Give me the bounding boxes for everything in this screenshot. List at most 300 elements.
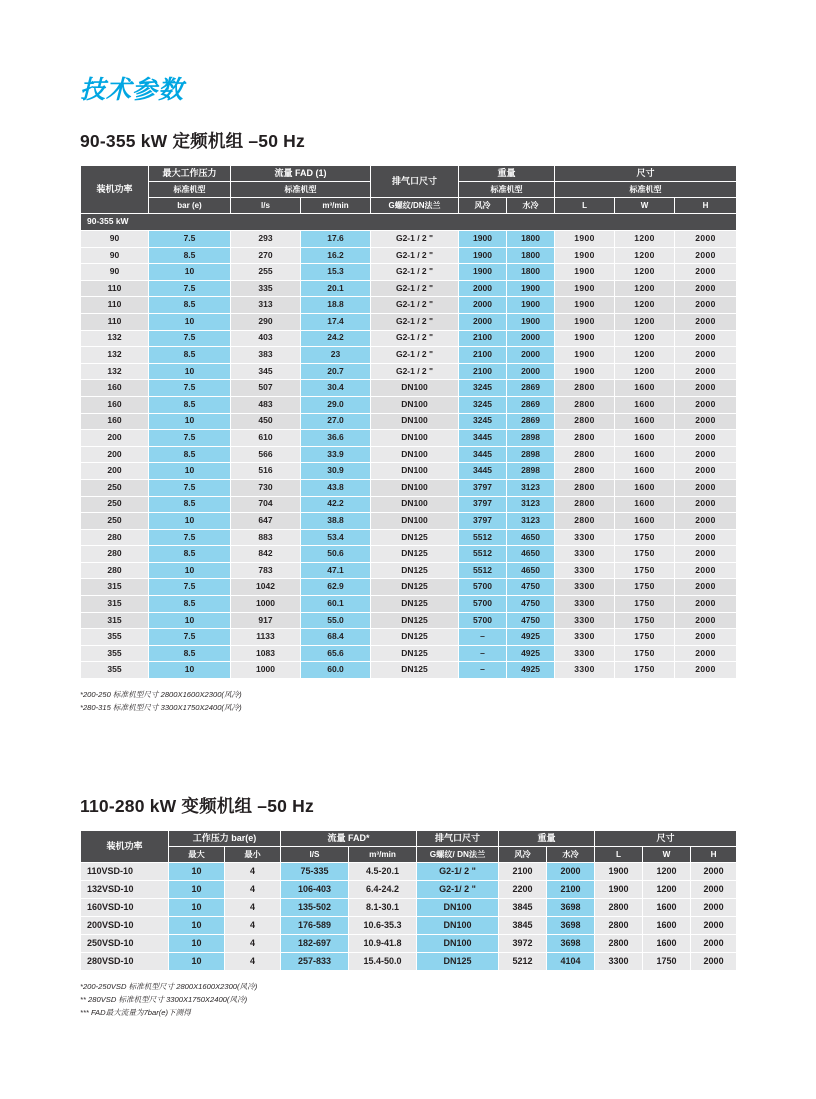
cell-size-l: 2800 (555, 413, 615, 430)
cell-size-w: 1200 (643, 880, 691, 898)
cell-weight-air: 1900 (459, 231, 507, 248)
group-label: 90-355 kW (81, 214, 737, 231)
cell-weight-air: 5700 (459, 596, 507, 613)
cell-size-h: 2000 (675, 380, 737, 397)
cell-weight-water: 1900 (507, 297, 555, 314)
cell-weight-air: 3845 (499, 916, 547, 934)
cell-outlet: DN125 (371, 529, 459, 546)
vsd-header-unit-m3: m³/min (349, 846, 417, 862)
cell-size-w: 1750 (615, 546, 675, 563)
header-unit-water: 水冷 (507, 198, 555, 214)
cell-size-l: 3300 (555, 579, 615, 596)
vsd-header-unit-ls: l/S (281, 846, 349, 862)
cell-model: 250VSD-10 (81, 934, 169, 952)
cell-flow-m3: 10.6-35.3 (349, 916, 417, 934)
cell-pressure: 8.5 (149, 247, 231, 264)
cell-flow-ls: 842 (231, 546, 301, 563)
cell-size-w: 1750 (615, 529, 675, 546)
cell-outlet: G2-1 / 2 " (371, 313, 459, 330)
cell-weight-water: 3123 (507, 513, 555, 530)
cell-flow-m3: 20.1 (301, 280, 371, 297)
table-row (81, 413, 737, 430)
cell-weight-air: – (459, 645, 507, 662)
cell-size-w: 1600 (615, 479, 675, 496)
cell-size-h: 2000 (675, 662, 737, 679)
cell-flow-m3: 23 (301, 347, 371, 364)
cell-flow-ls: 255 (231, 264, 301, 281)
cell-size-h: 2000 (675, 247, 737, 264)
cell-weight-water: 1800 (507, 247, 555, 264)
cell-flow-ls: 75-335 (281, 862, 349, 880)
cell-outlet: G2-1 / 2 " (371, 363, 459, 380)
cell-size-h: 2000 (675, 330, 737, 347)
cell-outlet: DN100 (371, 430, 459, 447)
cell-flow-ls: 313 (231, 297, 301, 314)
cell-outlet: DN100 (371, 446, 459, 463)
cell-power: 200 (81, 463, 149, 480)
table-row (81, 562, 737, 579)
cell-weight-water: 2869 (507, 380, 555, 397)
cell-size-l: 3300 (555, 645, 615, 662)
cell-size-w: 1200 (615, 347, 675, 364)
cell-pressure: 8.5 (149, 546, 231, 563)
cell-pressure: 10 (149, 662, 231, 679)
header-size: 尺寸 (555, 166, 737, 182)
cell-weight-air: 3445 (459, 463, 507, 480)
cell-size-l: 1900 (555, 297, 615, 314)
header-unit-l: L (555, 198, 615, 214)
cell-pressure-min: 4 (225, 916, 281, 934)
cell-pressure: 8.5 (149, 347, 231, 364)
section-title-vsd: 110-280 kW 变频机组 –50 Hz (80, 795, 314, 816)
cell-size-h: 2000 (675, 629, 737, 646)
cell-weight-water: 2000 (507, 330, 555, 347)
table-row (81, 430, 737, 447)
cell-flow-m3: 68.4 (301, 629, 371, 646)
table-row (81, 463, 737, 480)
cell-flow-m3: 42.2 (301, 496, 371, 513)
table-row (81, 297, 737, 314)
cell-pressure: 10 (149, 363, 231, 380)
cell-flow-ls: 507 (231, 380, 301, 397)
cell-model: 132VSD-10 (81, 880, 169, 898)
cell-model: 200VSD-10 (81, 916, 169, 934)
section-spacer (80, 715, 736, 793)
note-item: *200-250VSD 标准机型尺寸 2800X1600X2300(风冷) (80, 981, 258, 991)
cell-power: 90 (81, 247, 149, 264)
cell-flow-m3: 8.1-30.1 (349, 898, 417, 916)
cell-weight-air: 2100 (459, 330, 507, 347)
cell-outlet: DN100 (371, 513, 459, 530)
cell-power: 200 (81, 446, 149, 463)
cell-flow-m3: 15.4-50.0 (349, 952, 417, 970)
cell-size-w: 1750 (615, 662, 675, 679)
cell-weight-air: 3445 (459, 446, 507, 463)
table-row (81, 231, 737, 248)
cell-size-h: 2000 (691, 952, 737, 970)
cell-size-l: 1900 (555, 280, 615, 297)
table-row (81, 380, 737, 397)
cell-outlet: DN125 (371, 629, 459, 646)
cell-size-l: 2800 (555, 380, 615, 397)
cell-flow-ls: 345 (231, 363, 301, 380)
cell-flow-ls: 403 (231, 330, 301, 347)
cell-power: 200 (81, 430, 149, 447)
cell-size-h: 2000 (675, 363, 737, 380)
table-row (81, 952, 737, 970)
vsd-table-notes (80, 981, 736, 1020)
cell-weight-water: 4750 (507, 579, 555, 596)
cell-size-h: 2000 (675, 546, 737, 563)
cell-size-h: 2000 (691, 898, 737, 916)
cell-flow-m3: 6.4-24.2 (349, 880, 417, 898)
cell-flow-ls: 182-697 (281, 934, 349, 952)
vsd-header-row-1 (81, 830, 737, 846)
cell-power: 160 (81, 396, 149, 413)
table-row (81, 513, 737, 530)
table-row (81, 247, 737, 264)
cell-pressure-min: 4 (225, 880, 281, 898)
cell-size-w: 1200 (615, 247, 675, 264)
cell-size-w: 1750 (615, 596, 675, 613)
cell-size-l: 1900 (595, 862, 643, 880)
cell-outlet: DN100 (371, 496, 459, 513)
cell-flow-m3: 33.9 (301, 446, 371, 463)
cell-pressure: 7.5 (149, 380, 231, 397)
cell-outlet: DN125 (371, 562, 459, 579)
cell-size-h: 2000 (675, 496, 737, 513)
cell-size-w: 1200 (615, 363, 675, 380)
header-weight: 重量 (459, 166, 555, 182)
cell-size-l: 2800 (555, 463, 615, 480)
header-unit-w: W (615, 198, 675, 214)
cell-weight-air: – (459, 662, 507, 679)
cell-power: 250 (81, 496, 149, 513)
cell-weight-water: 2000 (547, 862, 595, 880)
cell-pressure: 10 (149, 463, 231, 480)
cell-size-h: 2000 (675, 596, 737, 613)
cell-power: 90 (81, 231, 149, 248)
cell-size-w: 1200 (615, 330, 675, 347)
cell-outlet: DN100 (417, 916, 499, 934)
table-row (81, 264, 737, 281)
cell-flow-ls: 704 (231, 496, 301, 513)
cell-weight-air: 2200 (499, 880, 547, 898)
table-row (81, 330, 737, 347)
cell-weight-water: 4750 (507, 612, 555, 629)
cell-size-l: 1900 (555, 363, 615, 380)
cell-weight-water: 2898 (507, 463, 555, 480)
cell-weight-water: 3698 (547, 934, 595, 952)
cell-size-h: 2000 (675, 396, 737, 413)
cell-size-l: 2800 (595, 916, 643, 934)
cell-flow-ls: 647 (231, 513, 301, 530)
cell-pressure: 8.5 (149, 596, 231, 613)
cell-outlet: DN125 (371, 662, 459, 679)
cell-model: 110VSD-10 (81, 862, 169, 880)
cell-size-w: 1600 (615, 446, 675, 463)
cell-power: 280 (81, 529, 149, 546)
cell-flow-m3: 20.7 (301, 363, 371, 380)
cell-outlet: DN125 (371, 612, 459, 629)
cell-power: 280 (81, 562, 149, 579)
header-flow: 流量 FAD (1) (231, 166, 371, 182)
cell-power: 250 (81, 479, 149, 496)
cell-power: 355 (81, 629, 149, 646)
cell-flow-m3: 10.9-41.8 (349, 934, 417, 952)
table-row (81, 645, 737, 662)
cell-pressure-max: 10 (169, 952, 225, 970)
header-weight-standard: 标准机型 (459, 182, 555, 198)
cell-flow-ls: 730 (231, 479, 301, 496)
cell-outlet: G2-1/ 2 " (417, 862, 499, 880)
vsd-header-weight: 重量 (499, 830, 595, 846)
cell-flow-m3: 60.0 (301, 662, 371, 679)
cell-size-w: 1750 (615, 645, 675, 662)
cell-flow-ls: 566 (231, 446, 301, 463)
cell-outlet: DN100 (371, 380, 459, 397)
cell-weight-air: 1900 (459, 247, 507, 264)
table-row (81, 612, 737, 629)
cell-pressure: 7.5 (149, 629, 231, 646)
cell-size-w: 1200 (615, 280, 675, 297)
cell-flow-m3: 60.1 (301, 596, 371, 613)
cell-size-l: 2800 (555, 396, 615, 413)
cell-power: 132 (81, 330, 149, 347)
cell-pressure: 8.5 (149, 396, 231, 413)
cell-pressure-max: 10 (169, 934, 225, 952)
fixed-speed-table (80, 165, 737, 679)
cell-weight-air: 3245 (459, 396, 507, 413)
cell-pressure-max: 10 (169, 898, 225, 916)
cell-size-l: 3300 (555, 612, 615, 629)
cell-outlet: G2-1 / 2 " (371, 347, 459, 364)
note-item: *200-250 标准机型尺寸 2800X1600X2300(风冷) (80, 690, 242, 700)
cell-flow-ls: 1000 (231, 662, 301, 679)
cell-pressure-max: 10 (169, 880, 225, 898)
cell-weight-water: 4925 (507, 629, 555, 646)
cell-flow-m3: 50.6 (301, 546, 371, 563)
table-row (81, 347, 737, 364)
cell-size-w: 1750 (643, 952, 691, 970)
vsd-table-head (81, 830, 737, 862)
cell-flow-ls: 1133 (231, 629, 301, 646)
table-row (81, 546, 737, 563)
cell-size-w: 1600 (615, 413, 675, 430)
cell-size-w: 1600 (643, 898, 691, 916)
section-title-fixed: 90-355 kW 定频机组 –50 Hz (80, 131, 305, 151)
cell-model: 280VSD-10 (81, 952, 169, 970)
cell-size-h: 2000 (675, 231, 737, 248)
cell-pressure-max: 10 (169, 862, 225, 880)
table-row (81, 280, 737, 297)
cell-size-w: 1600 (615, 463, 675, 480)
vsd-header-unit-thread: G螺纹/ DN法兰 (417, 846, 499, 862)
header-unit-bar: bar (e) (149, 198, 231, 214)
vsd-header-size: 尺寸 (595, 830, 737, 846)
cell-size-l: 2800 (595, 898, 643, 916)
cell-weight-air: 2100 (459, 363, 507, 380)
cell-power: 110 (81, 313, 149, 330)
cell-size-l: 2800 (555, 496, 615, 513)
vsd-header-outlet: 排气口尺寸 (417, 830, 499, 846)
cell-size-w: 1600 (643, 934, 691, 952)
cell-pressure: 7.5 (149, 479, 231, 496)
cell-size-l: 3300 (555, 546, 615, 563)
table-row (81, 862, 737, 880)
cell-power: 160 (81, 413, 149, 430)
cell-flow-m3: 47.1 (301, 562, 371, 579)
cell-flow-ls: 106-403 (281, 880, 349, 898)
cell-weight-water: 3123 (507, 496, 555, 513)
cell-pressure-min: 4 (225, 862, 281, 880)
cell-flow-ls: 176-589 (281, 916, 349, 934)
cell-size-l: 1900 (555, 330, 615, 347)
cell-flow-ls: 783 (231, 562, 301, 579)
cell-weight-water: 3698 (547, 916, 595, 934)
cell-size-w: 1750 (615, 562, 675, 579)
cell-outlet: DN100 (371, 479, 459, 496)
cell-flow-ls: 270 (231, 247, 301, 264)
cell-weight-air: 3797 (459, 496, 507, 513)
cell-pressure: 7.5 (149, 529, 231, 546)
vsd-table-body (81, 862, 737, 970)
cell-flow-ls: 1000 (231, 596, 301, 613)
cell-outlet: G2-1 / 2 " (371, 231, 459, 248)
cell-flow-m3: 38.8 (301, 513, 371, 530)
cell-weight-air: 1900 (459, 264, 507, 281)
cell-weight-water: 2869 (507, 413, 555, 430)
cell-power: 315 (81, 596, 149, 613)
vsd-header-pressure: 工作压力 bar(e) (169, 830, 281, 846)
cell-outlet: G2-1 / 2 " (371, 330, 459, 347)
cell-size-h: 2000 (675, 645, 737, 662)
cell-weight-air: 5512 (459, 529, 507, 546)
cell-outlet: DN125 (371, 579, 459, 596)
header-outlet: 排气口尺寸 (371, 166, 459, 198)
cell-weight-water: 2000 (507, 347, 555, 364)
cell-flow-m3: 27.0 (301, 413, 371, 430)
cell-pressure-min: 4 (225, 934, 281, 952)
cell-pressure: 10 (149, 612, 231, 629)
cell-size-l: 2800 (555, 430, 615, 447)
vsd-header-flow: 流量 FAD* (281, 830, 417, 846)
cell-size-l: 2800 (595, 934, 643, 952)
header-power: 装机功率 (81, 166, 149, 214)
cell-weight-water: 4104 (547, 952, 595, 970)
cell-pressure: 10 (149, 562, 231, 579)
cell-size-w: 1600 (615, 396, 675, 413)
cell-flow-m3: 15.3 (301, 264, 371, 281)
cell-flow-m3: 36.6 (301, 430, 371, 447)
cell-size-h: 2000 (675, 413, 737, 430)
vsd-header-unit-l: L (595, 846, 643, 862)
cell-size-w: 1200 (615, 264, 675, 281)
cell-weight-water: 4650 (507, 562, 555, 579)
cell-pressure: 8.5 (149, 297, 231, 314)
cell-power: 132 (81, 363, 149, 380)
group-row (81, 214, 737, 231)
cell-weight-water: 3698 (547, 898, 595, 916)
table-row (81, 916, 737, 934)
cell-flow-ls: 610 (231, 430, 301, 447)
cell-weight-air: 3797 (459, 513, 507, 530)
cell-power: 250 (81, 513, 149, 530)
cell-pressure: 8.5 (149, 496, 231, 513)
cell-flow-ls: 293 (231, 231, 301, 248)
cell-size-l: 1900 (555, 264, 615, 281)
cell-flow-ls: 483 (231, 396, 301, 413)
cell-flow-ls: 383 (231, 347, 301, 364)
vsd-header-unit-h: H (691, 846, 737, 862)
cell-pressure: 8.5 (149, 645, 231, 662)
cell-weight-air: 2000 (459, 313, 507, 330)
cell-size-w: 1600 (615, 496, 675, 513)
cell-size-h: 2000 (675, 446, 737, 463)
cell-flow-m3: 17.4 (301, 313, 371, 330)
cell-size-w: 1200 (615, 231, 675, 248)
cell-flow-m3: 4.5-20.1 (349, 862, 417, 880)
cell-pressure: 8.5 (149, 446, 231, 463)
table-row (81, 579, 737, 596)
cell-pressure: 7.5 (149, 231, 231, 248)
cell-size-h: 2000 (675, 529, 737, 546)
table-row (81, 898, 737, 916)
variable-speed-table (80, 830, 737, 971)
cell-weight-water: 4650 (507, 546, 555, 563)
cell-size-h: 2000 (691, 862, 737, 880)
page-title: 技术参数 (80, 76, 185, 104)
cell-size-w: 1600 (615, 380, 675, 397)
cell-size-w: 1750 (615, 612, 675, 629)
cell-weight-water: 2000 (507, 363, 555, 380)
cell-outlet: DN100 (371, 413, 459, 430)
cell-pressure: 10 (149, 313, 231, 330)
cell-outlet: G2-1 / 2 " (371, 280, 459, 297)
fixed-table-head (81, 166, 737, 214)
cell-weight-air: 5700 (459, 612, 507, 629)
table-row (81, 934, 737, 952)
cell-size-h: 2000 (675, 513, 737, 530)
cell-size-l: 2800 (555, 446, 615, 463)
cell-model: 160VSD-10 (81, 898, 169, 916)
cell-weight-water: 4650 (507, 529, 555, 546)
cell-outlet: DN125 (371, 596, 459, 613)
cell-size-l: 3300 (555, 629, 615, 646)
cell-outlet: DN125 (371, 546, 459, 563)
cell-flow-m3: 53.4 (301, 529, 371, 546)
cell-flow-m3: 29.0 (301, 396, 371, 413)
cell-outlet: G2-1 / 2 " (371, 264, 459, 281)
cell-size-l: 3300 (555, 529, 615, 546)
cell-size-w: 1600 (643, 916, 691, 934)
cell-weight-air: 5700 (459, 579, 507, 596)
cell-size-l: 1900 (555, 313, 615, 330)
cell-power: 355 (81, 662, 149, 679)
cell-power: 132 (81, 347, 149, 364)
cell-size-l: 3300 (555, 662, 615, 679)
cell-pressure-min: 4 (225, 952, 281, 970)
cell-flow-ls: 1042 (231, 579, 301, 596)
cell-weight-water: 3123 (507, 479, 555, 496)
cell-weight-air: 5212 (499, 952, 547, 970)
cell-size-h: 2000 (675, 479, 737, 496)
note-item: *** FAD最大流量为7bar(e)下测得 (80, 1007, 191, 1017)
cell-size-h: 2000 (675, 612, 737, 629)
cell-weight-air: 3845 (499, 898, 547, 916)
fixed-table-notes (80, 689, 736, 715)
cell-size-l: 2800 (555, 513, 615, 530)
